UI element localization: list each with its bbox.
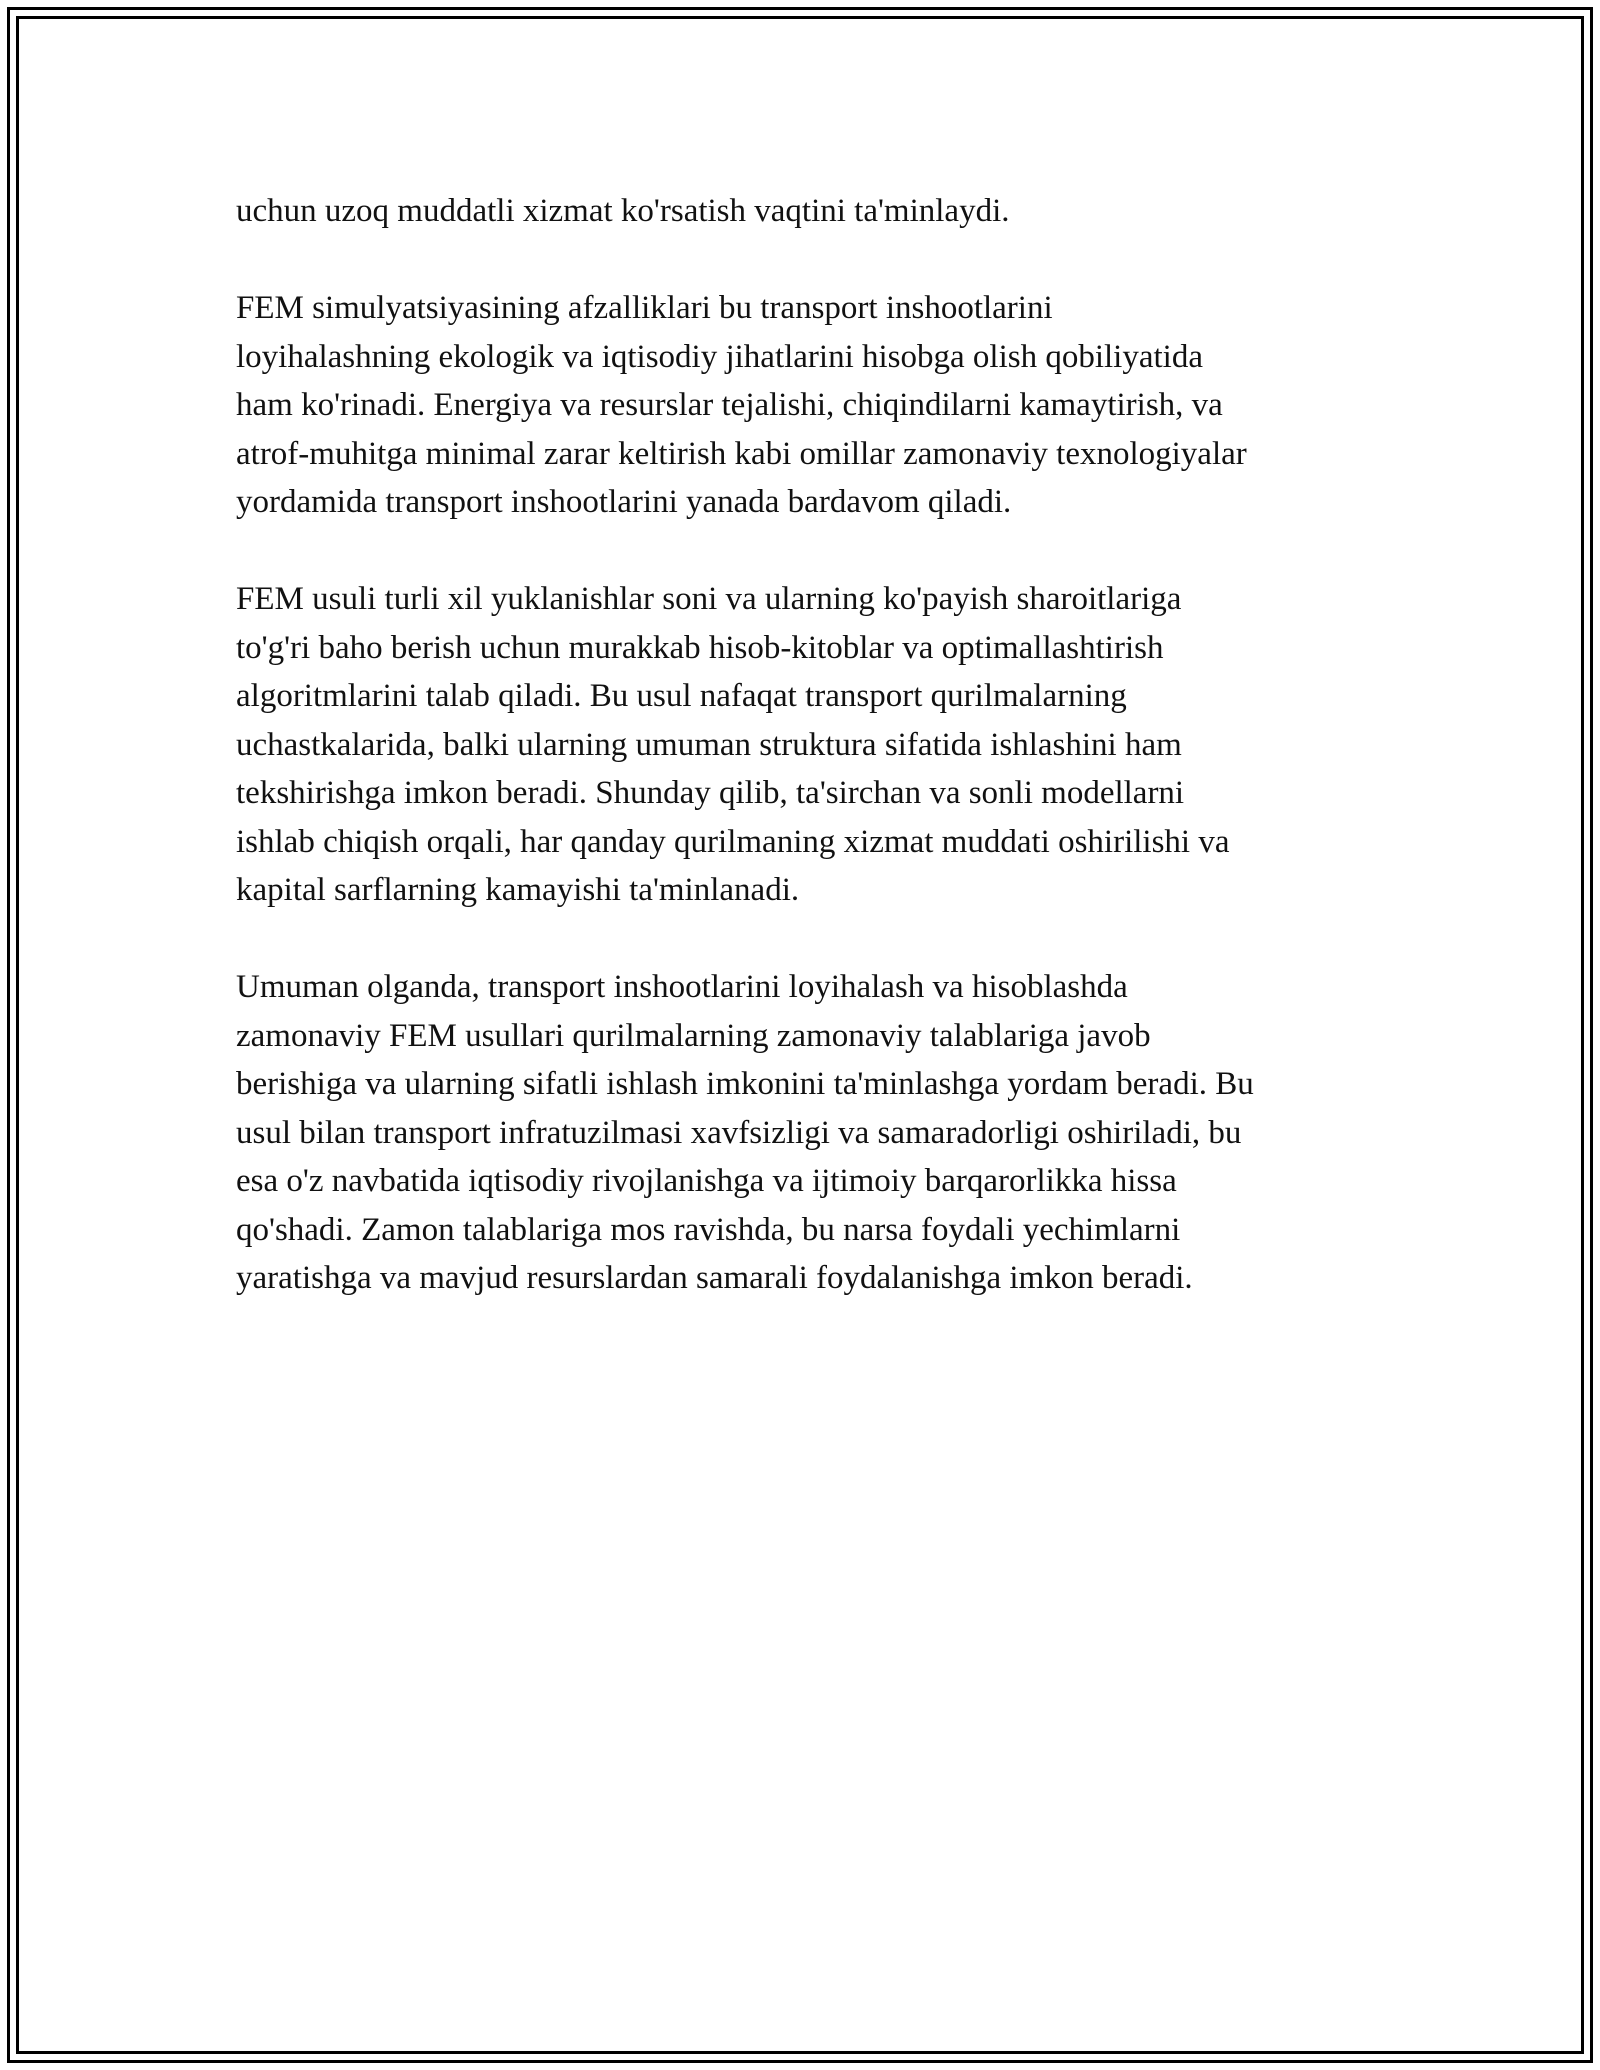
paragraph	[236, 963, 1386, 1303]
text-line: ham ko'rinadi. Energiya va resurslar tejalishi, chiqindilarni kamaytirish, va	[236, 387, 1223, 423]
text-line: Umuman olganda, transport inshootlarini loyihalash va hisoblashda	[236, 969, 1128, 1005]
text-line: loyihalashning ekologik va iqtisodiy jihatlarini hisobga olish qobiliyatida	[236, 338, 1203, 375]
text-line: uchun uzoq muddatli xizmat ko'rsatish vaqtini ta'minlaydi.	[236, 193, 1010, 229]
text-line: esa o'z navbatida iqtisodiy rivojlanishga va ijtimoiy barqarorlikka hissa	[236, 1163, 1177, 1199]
text-line: kapital sarflarning kamayishi ta'minlanadi.	[236, 872, 800, 908]
text-line: FEM simulyatsiyasining afzalliklari bu transport inshootlarini	[236, 290, 1053, 326]
paragraph	[236, 575, 1386, 915]
text-line: atrof-muhitga minimal zarar keltirish kabi omillar zamonaviy texnologiyalar	[236, 435, 1247, 472]
text-line: berishiga va ularning sifatli ishlash imkonini ta'minlashga yordam beradi. Bu	[236, 1066, 1254, 1102]
text-line: uchastkalarida, balki ularning umuman struktura sifatida ishlashini ham	[236, 726, 1182, 763]
text-line: yaratishga va mavjud resurslardan samarali foydalanishga imkon beradi.	[236, 1260, 1193, 1296]
text-line: yordamida transport inshootlarini yanada bardavom qiladi.	[236, 484, 1012, 520]
paragraph	[236, 187, 1386, 236]
text-line: tekshirishga imkon beradi. Shunday qilib, ta'sirchan va sonli modellarni	[236, 775, 1185, 811]
paragraph	[236, 284, 1386, 527]
text-line: qo'shadi. Zamon talablariga mos ravishda, bu narsa foydali yechimlarni	[236, 1211, 1181, 1248]
text-line: ishlab chiqish orqali, har qanday qurilmaning xizmat muddati oshirilishi va	[236, 823, 1230, 860]
text-line: zamonaviy FEM usullari qurilmalarning zamonaviy talablariga javob	[236, 1017, 1151, 1054]
text-line: to'g'ri baho berish uchun murakkab hisob-kitoblar va optimallashtirish	[236, 629, 1164, 666]
text-line: FEM usuli turli xil yuklanishlar soni va ularning ko'payish sharoitlariga	[236, 581, 1182, 617]
document-body	[236, 187, 1386, 1351]
text-line: usul bilan transport infratuzilmasi xavfsizligi va samaradorligi oshiriladi, bu	[236, 1114, 1242, 1151]
text-line: algoritmlarini talab qiladi. Bu usul nafaqat transport qurilmalarning	[236, 678, 1127, 714]
